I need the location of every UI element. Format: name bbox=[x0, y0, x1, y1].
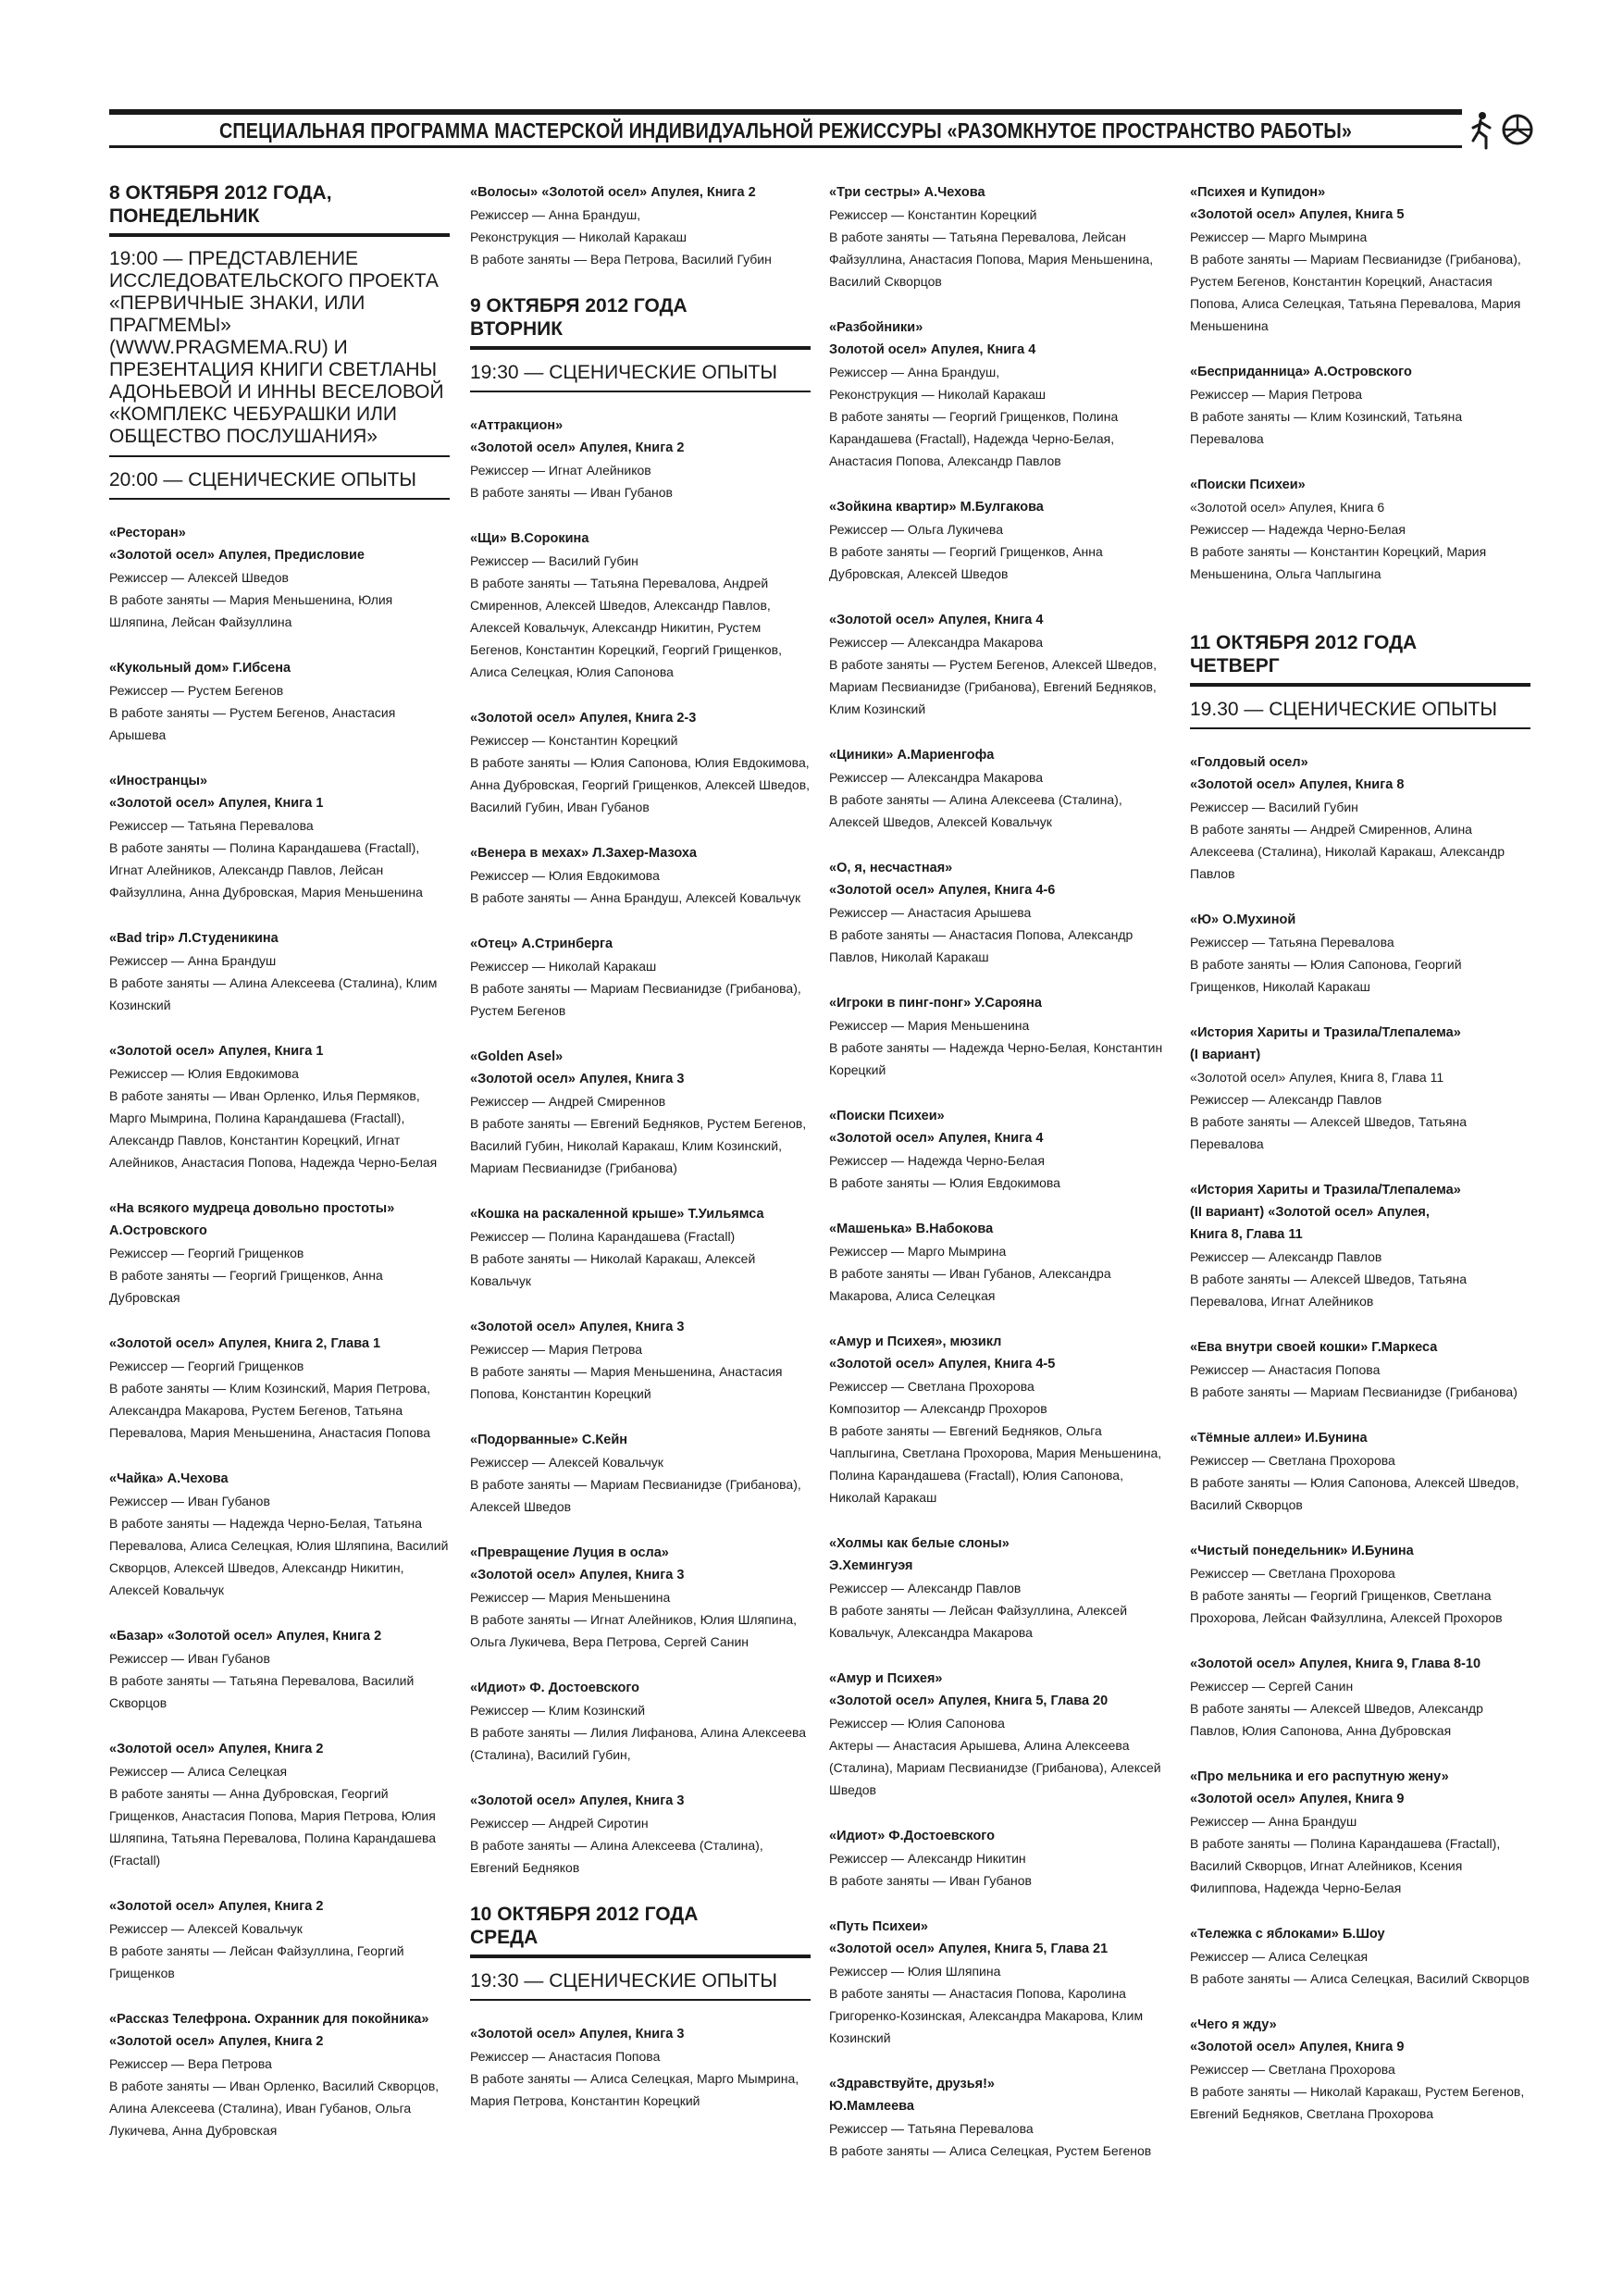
event-director: Режиссер — Светлана Прохорова bbox=[1190, 1566, 1395, 1581]
event-director: Режиссер — Юлия Евдокимова bbox=[470, 868, 660, 883]
event-cast: В работе заняты — Евгений Бедняков, Ольга Чаплыгина, Светлана Прохорова, Мария Меньшенина, Полина Карандашева (Fractall), Юлия Сапонова, Николай Каракаш bbox=[829, 1423, 1162, 1505]
event-list-oct9-pre bbox=[470, 181, 811, 270]
event-entry bbox=[1190, 361, 1530, 450]
event-entry bbox=[1190, 1766, 1530, 1899]
event-cast: В работе заняты — Татьяна Перевалова, Лейсан Файзуллина, Анастасия Попова, Мария Меньшенина, Василий Скворцов bbox=[829, 230, 1154, 289]
event-list-oct10 bbox=[470, 2023, 811, 2112]
event-director: Режиссер — Александр Павлов bbox=[1190, 1092, 1382, 1107]
event-title: «Путь Психеи» «Золотой осел» Апулея, Книга 5, Глава 21 bbox=[829, 1919, 1109, 1956]
event-title: «Аттракцион» «Золотой осел» Апулея, Книга 2 bbox=[470, 418, 685, 455]
event-title: «Золотой осел» Апулея, Книга 1 bbox=[109, 1044, 324, 1059]
event-entry bbox=[470, 1790, 811, 1879]
event-entry bbox=[470, 1429, 811, 1518]
event-title: «Поиски Психеи» «Золотой осел» Апулея, Книга 4 bbox=[829, 1109, 1044, 1146]
event-title: «Идиот» Ф. Достоевского bbox=[470, 1681, 640, 1695]
event-cast: В работе заняты — Юлия Сапонова, Алексей Шведов, Василий Скворцов bbox=[1190, 1475, 1519, 1512]
event-title: «Волосы» «Золотой осел» Апулея, Книга 2 bbox=[470, 185, 756, 200]
event-director: Режиссер — Алексей Шведов bbox=[109, 570, 289, 585]
event-entry bbox=[109, 1625, 450, 1714]
event-entry bbox=[829, 1105, 1170, 1194]
header-top-rule bbox=[109, 109, 1462, 115]
event-entry bbox=[829, 609, 1170, 720]
event-title: «Игроки в пинг-понг» У.Сарояна bbox=[829, 996, 1042, 1011]
event-cast: В работе заняты — Мариам Песвианидзе (Грибанова), Рустем Бегенов, Константин Корецкий, Анастасия Попова, Алиса Селецкая, Татьяна Перевалова, Мария Меньшенина bbox=[1190, 252, 1521, 333]
session-time-oct10: 19:30 — СЦЕНИЧЕСКИЕ ОПЫТЫ bbox=[470, 1969, 811, 2001]
event-director: Режиссер — Светлана Прохорова bbox=[1190, 2062, 1395, 2077]
column-1 bbox=[109, 181, 450, 2166]
event-cast: В работе заняты — Анастасия Попова, Каролина Григоренко-Козинская, Александра Макарова, Клим Козинский bbox=[829, 1986, 1144, 2045]
event-director: Режиссер — Александр Павлов bbox=[1190, 1249, 1382, 1264]
day-date: 11 ОКТЯБРЯ 2012 ГОДА ЧЕТВЕРГ bbox=[1190, 632, 1418, 676]
event-director: Режиссер — Надежда Черно-Белая bbox=[829, 1153, 1045, 1168]
session-time-oct8: 20:00 — СЦЕНИЧЕСКИЕ ОПЫТЫ bbox=[109, 468, 450, 500]
event-cast: В работе заняты — Татьяна Перевалова, Василий Скворцов bbox=[109, 1673, 415, 1710]
event-entry bbox=[829, 1533, 1170, 1644]
event-title: «Рассказ Телефрона. Охранник для покойника» «Золотой осел» Апулея, Книга 2 bbox=[109, 2012, 429, 2049]
event-entry bbox=[1190, 474, 1530, 585]
event-title: «Ева внутри своей кошки» Г.Маркеса bbox=[1190, 1340, 1438, 1355]
event-cast: В работе заняты — Мариам Песвианидзе (Грибанова), Рустем Бегенов bbox=[470, 981, 801, 1018]
day-heading-oct11 bbox=[1190, 631, 1530, 687]
event-director: Режиссер — Анна Брандуш, bbox=[829, 365, 1000, 379]
event-cast: В работе заняты — Константин Корецкий, Мария Меньшенина, Ольга Чаплыгина bbox=[1190, 544, 1487, 581]
event-director: Режиссер — Анастасия Попова bbox=[470, 2049, 661, 2064]
event-director: Режиссер — Мария Меньшенина bbox=[470, 1590, 671, 1605]
event-director: Режиссер — Марго Мымрина bbox=[829, 1244, 1007, 1259]
event-entry bbox=[829, 857, 1170, 968]
program-title: СПЕЦИАЛЬНАЯ ПРОГРАММА МАСТЕРСКОЙ ИНДИВИДУАЛЬНОЙ РЕЖИССУРЫ «РАЗОМКНУТОЕ ПРОСТРАНСТВО РАБОТЫ» bbox=[218, 118, 1353, 143]
event-title: «Тележка с яблоками» Б.Шоу bbox=[1190, 1927, 1385, 1942]
event-cast: В работе заняты — Алина Алексеева (Сталина), Евгений Бедняков bbox=[470, 1838, 763, 1875]
event-director: Режиссер — Александра Макарова bbox=[829, 635, 1044, 650]
event-cast: В работе заняты — Полина Карандашева (Fractall), Василий Скворцов, Игнат Алейников, Ксения Филиппова, Надежда Черно-Белая bbox=[1190, 1836, 1501, 1895]
event-entry bbox=[470, 1677, 811, 1766]
event-title: «Подорванные» С.Кейн bbox=[470, 1433, 627, 1447]
event-title: «Золотой осел» Апулея, Книга 2, Глава 1 bbox=[109, 1336, 381, 1351]
event-entry bbox=[829, 496, 1170, 585]
event-director: Режиссер — Игнат Алейников bbox=[470, 463, 651, 478]
event-director: Режиссер — Сергей Санин bbox=[1190, 1679, 1354, 1694]
event-entry bbox=[470, 181, 811, 270]
event-cast: В работе заняты — Иван Губанов bbox=[470, 485, 673, 500]
event-director: Режиссер — Анастасия Арышева bbox=[829, 905, 1032, 920]
event-director: Режиссер — Василий Губин bbox=[470, 553, 638, 568]
event-cast: В работе заняты — Андрей Смиреннов, Алина Алексеева (Сталина), Николай Каракаш, Александр Павлов bbox=[1190, 822, 1505, 881]
event-director: Режиссер — Татьяна Перевалова bbox=[1190, 935, 1394, 949]
event-cast: В работе заняты — Лейсан Файзуллина, Георгий Грищенков bbox=[109, 1943, 404, 1980]
event-list-oct10-cont bbox=[829, 181, 1170, 2162]
event-entry bbox=[109, 1040, 450, 1173]
event-cast: В работе заняты — Георгий Грищенков, Светлана Прохорова, Лейсан Файзуллина, Алексей Прохоров bbox=[1190, 1588, 1503, 1625]
event-director: Режиссер — Александра Макарова bbox=[829, 770, 1044, 785]
event-director: Режиссер — Алексей Ковальчук bbox=[109, 1921, 303, 1936]
event-title: «Щи» В.Сорокина bbox=[470, 531, 589, 546]
event-director: Режиссер — Юлия Сапонова bbox=[829, 1716, 1005, 1731]
event-title: «История Хариты и Тразила/Тлепалема» (I вариант) bbox=[1190, 1025, 1461, 1062]
event-source: «Золотой осел» Апулея, Книга 8, Глава 11 bbox=[1190, 1070, 1444, 1085]
event-cast: В работе заняты — Алиса Селецкая, Рустем Бегенов bbox=[829, 2143, 1152, 2158]
event-entry bbox=[470, 1046, 811, 1179]
event-cast: В работе заняты — Иван Орленко, Василий Скворцов, Алина Алексеева (Сталина), Иван Губанов, Ольга Лукичева, Анна Дубровская bbox=[109, 2079, 440, 2138]
event-director: Режиссер — Василий Губин bbox=[1190, 800, 1358, 814]
event-title: «Машенька» В.Набокова bbox=[829, 1222, 994, 1236]
event-title: «Венера в мехах» Л.Захер-Мазоха bbox=[470, 846, 697, 861]
event-title: «Чего я жду» «Золотой осел» Апулея, Книга 9 bbox=[1190, 2017, 1405, 2054]
event-cast: В работе заняты — Надежда Черно-Белая, Константин Корецкий bbox=[829, 1040, 1163, 1077]
event-entry bbox=[470, 415, 811, 503]
day-heading-oct10 bbox=[470, 1903, 811, 1958]
event-cast: В работе заняты — Евгений Бедняков, Рустем Бегенов, Василий Губин, Николай Каракаш, Клим Козинский, Мариам Песвианидзе (Грибанова) bbox=[470, 1116, 807, 1175]
event-director: Режиссер — Марго Мымрина bbox=[1190, 230, 1368, 244]
event-entry bbox=[109, 657, 450, 746]
session-time-oct9: 19:30 — СЦЕНИЧЕСКИЕ ОПЫТЫ bbox=[470, 361, 811, 392]
event-cast: В работе заняты — Николай Каракаш, Рустем Бегенов, Евгений Бедняков, Светлана Прохорова bbox=[1190, 2084, 1525, 2121]
event-title: «Амур и Психея» «Золотой осел» Апулея, Книга 5, Глава 20 bbox=[829, 1671, 1109, 1708]
session-time-oct11: 19.30 — СЦЕНИЧЕСКИЕ ОПЫТЫ bbox=[1190, 698, 1530, 729]
event-director: Режиссер — Татьяна Перевалова bbox=[829, 2121, 1034, 2136]
event-title: «Бесприданница» А.Островского bbox=[1190, 365, 1412, 379]
event-cast: В работе заняты — Алина Алексеева (Сталина), Алексей Шведов, Алексей Ковальчук bbox=[829, 792, 1122, 829]
event-director: Режиссер — Клим Козинский bbox=[470, 1703, 646, 1718]
event-entry bbox=[829, 1825, 1170, 1892]
event-title: «Разбойники» Золотой осел» Апулея, Книга 4 bbox=[829, 320, 1036, 357]
event-title: «Голдовый осел» «Золотой осел» Апулея, Книга 8 bbox=[1190, 755, 1405, 792]
event-entry bbox=[109, 927, 450, 1016]
event-cast: Реконструкция — Николай Каракаш bbox=[829, 387, 1046, 402]
event-cast: В работе заняты — Георгий Грищенков, Полина Карандашева (Fractall), Надежда Черно-Белая, Анастасия Попова, Александр Павлов bbox=[829, 409, 1119, 468]
event-title: «Циники» А.Мариенгофа bbox=[829, 748, 995, 763]
event-cast: В работе заняты — Анастасия Попова, Александр Павлов, Николай Каракаш bbox=[829, 927, 1134, 964]
event-director: Режиссер — Константин Корецкий bbox=[829, 207, 1037, 222]
event-title: «Отец» А.Стринберга bbox=[470, 937, 613, 951]
event-director: Режиссер — Анна Брандуш bbox=[109, 953, 277, 968]
event-entry bbox=[470, 1203, 811, 1292]
event-entry bbox=[829, 181, 1170, 292]
event-director: Режиссер — Светлана Прохорова bbox=[1190, 1453, 1395, 1468]
event-entry bbox=[1190, 1427, 1530, 1516]
event-entry bbox=[109, 1468, 450, 1601]
event-cast: В работе заняты — Алиса Селецкая, Марго Мымрина, Мария Петрова, Константин Корецкий bbox=[470, 2071, 799, 2108]
event-cast: В работе заняты — Надежда Черно-Белая, Татьяна Перевалова, Алиса Селецкая, Юлия Шляпина, Василий Скворцов, Алексей Шведов, Александр Никитин, Алексей Ковальчук bbox=[109, 1516, 449, 1597]
event-title: «Базар» «Золотой осел» Апулея, Книга 2 bbox=[109, 1629, 382, 1644]
event-cast: В работе заняты — Вера Петрова, Василий Губин bbox=[470, 252, 772, 267]
event-title: «Ресторан» «Золотой осел» Апулея, Предисловие bbox=[109, 526, 365, 563]
event-cast: В работе заняты — Мариам Песвианидзе (Грибанова) bbox=[1190, 1384, 1518, 1399]
event-title: «Тёмные аллеи» И.Бунина bbox=[1190, 1431, 1368, 1446]
event-title: «Зойкина квартир» М.Булгакова bbox=[829, 500, 1044, 515]
event-title: «Золотой осел» Апулея, Книга 2 bbox=[109, 1899, 324, 1914]
event-title: «Холмы как белые слоны» Э.Хемингуэя bbox=[829, 1536, 1010, 1573]
event-cast: В работе заняты — Георгий Грищенков, Анна Дубровская bbox=[109, 1268, 383, 1305]
event-title: «Золотой осел» Апулея, Книга 4 bbox=[829, 613, 1044, 627]
event-cast: В работе заняты — Юлия Сапонова, Георгий Грищенков, Николай Каракаш bbox=[1190, 957, 1462, 994]
event-entry bbox=[829, 1668, 1170, 1801]
event-list-oct8 bbox=[109, 522, 450, 2141]
event-entry bbox=[829, 1331, 1170, 1508]
event-entry bbox=[109, 522, 450, 633]
event-title: «Превращение Луция в осла» «Золотой осел» Апулея, Книга 3 bbox=[470, 1545, 685, 1582]
event-entry bbox=[1190, 1540, 1530, 1629]
header-bottom-rule bbox=[109, 145, 1462, 148]
event-entry bbox=[829, 1218, 1170, 1307]
event-entry bbox=[1190, 2014, 1530, 2125]
event-director: Режиссер — Алиса Селецкая bbox=[1190, 1949, 1369, 1964]
day-date: 9 ОКТЯБРЯ 2012 ГОДА ВТОРНИК bbox=[470, 295, 688, 340]
event-cast: В работе заняты — Клим Козинский, Татьяна Перевалова bbox=[1190, 409, 1463, 446]
event-title: «Золотой осел» Апулея, Книга 3 bbox=[470, 2027, 685, 2042]
event-source: «Золотой осел» Апулея, Книга 6 bbox=[1190, 500, 1385, 515]
event-cast: В работе заняты — Иван Губанов bbox=[829, 1873, 1032, 1888]
event-director: Режиссер — Александр Никитин bbox=[829, 1851, 1026, 1866]
event-director: Режиссер — Полина Карандашева (Fractall) bbox=[470, 1229, 736, 1244]
event-director: Режиссер — Вера Петрова bbox=[109, 2056, 272, 2071]
event-entry bbox=[829, 1916, 1170, 2049]
event-list-oct10-col4 bbox=[1190, 181, 1530, 585]
event-cast: В работе заняты — Полина Карандашева (Fractall), Игнат Алейников, Александр Павлов, Лейсан Файзуллина, Анна Дубровская, Мария Меньшенина bbox=[109, 840, 423, 900]
event-title: «История Хариты и Тразила/Тлепалема» (II вариант) «Золотой осел» Апулея, Книга 8, Глава 11 bbox=[1190, 1183, 1461, 1242]
event-title: «Про мельника и его распутную жену» «Золотой осел» Апулея, Книга 9 bbox=[1190, 1769, 1449, 1806]
event-title: «Здравствуйте, друзья!» Ю.Мамлеева bbox=[829, 2077, 995, 2114]
event-cast: В работе заняты — Николай Каракаш, Алексей Ковальчук bbox=[470, 1251, 756, 1288]
day-heading-oct9 bbox=[470, 294, 811, 350]
event-director: Режиссер — Андрей Сиротин bbox=[470, 1816, 649, 1831]
event-entry bbox=[470, 527, 811, 683]
event-cast: В работе заняты — Иван Губанов, Александра Макарова, Алиса Селецкая bbox=[829, 1266, 1111, 1303]
event-cast: В работе заняты — Мария Меньшенина, Юлия Шляпина, Лейсан Файзуллина bbox=[109, 592, 393, 629]
event-entry bbox=[109, 2008, 450, 2141]
day-date: 10 ОКТЯБРЯ 2012 ГОДА СРЕДА bbox=[470, 1904, 699, 1948]
event-cast: В работе заняты — Юлия Сапонова, Юлия Евдокимова, Анна Дубровская, Георгий Грищенков, Алексей Шведов, Василий Губин, Иван Губанов bbox=[470, 755, 811, 814]
event-director: Режиссер — Анна Брандуш bbox=[1190, 1814, 1357, 1829]
day-heading-oct8 bbox=[109, 181, 450, 237]
event-director: Режиссер — Ольга Лукичева bbox=[829, 522, 1003, 537]
event-director: Режиссер — Рустем Бегенов bbox=[109, 683, 284, 698]
event-entry bbox=[1190, 1923, 1530, 1990]
event-title: «Кошка на раскаленной крыше» Т.Уильямса bbox=[470, 1207, 764, 1222]
event-title: «Золотой осел» Апулея, Книга 2 bbox=[109, 1742, 324, 1756]
event-director: Режиссер — Иван Губанов bbox=[109, 1651, 270, 1666]
event-entry bbox=[470, 707, 811, 818]
event-director: Режиссер — Мария Петрова bbox=[470, 1342, 643, 1357]
event-cast: В работе заняты — Лейсан Файзуллина, Алексей Ковальчук, Александра Макарова bbox=[829, 1603, 1128, 1640]
event-cast: В работе заняты — Анна Брандуш, Алексей Ковальчук bbox=[470, 890, 801, 905]
event-cast: Реконструкция — Николай Каракаш bbox=[470, 230, 687, 244]
event-entry bbox=[1190, 1336, 1530, 1403]
event-title: «Чистый понедельник» И.Бунина bbox=[1190, 1544, 1414, 1558]
page-header bbox=[109, 109, 1534, 150]
day-date: 8 ОКТЯБРЯ 2012 ГОДА, ПОНЕДЕЛЬНИК bbox=[109, 182, 332, 227]
event-entry bbox=[1190, 181, 1530, 337]
event-cast: В работе заняты — Рустем Бегенов, Анастасия Арышева bbox=[109, 705, 396, 742]
event-entry bbox=[1190, 1022, 1530, 1155]
event-director: Режиссер — Светлана Прохорова bbox=[829, 1379, 1035, 1394]
event-entry bbox=[109, 1198, 450, 1309]
event-list-oct9 bbox=[470, 415, 811, 1879]
event-cast: В работе заняты — Юлия Евдокимова bbox=[829, 1175, 1060, 1190]
event-cast: В работе заняты — Георгий Грищенков, Анна Дубровская, Алексей Шведов bbox=[829, 544, 1103, 581]
event-entry bbox=[470, 842, 811, 909]
event-entry bbox=[829, 744, 1170, 833]
event-cast: В работе заняты — Анна Дубровская, Георгий Грищенков, Анастасия Попова, Мария Петрова, Юлия Шляпина, Татьяна Перевалова, Полина Карандашева (Fractall) bbox=[109, 1786, 437, 1868]
event-cast: В работе заняты — Мариам Песвианидзе (Грибанова), Алексей Шведов bbox=[470, 1477, 801, 1514]
event-cast: В работе заняты — Алиса Селецкая, Василий Скворцов bbox=[1190, 1971, 1530, 1986]
event-director: Режиссер — Иван Губанов bbox=[109, 1494, 270, 1508]
event-title: «Кукольный дом» Г.Ибсена bbox=[109, 661, 291, 676]
event-entry bbox=[1190, 751, 1530, 885]
event-title: «Золотой осел» Апулея, Книга 3 bbox=[470, 1793, 685, 1808]
event-director: Режиссер — Николай Каракаш bbox=[470, 959, 657, 974]
event-title: «Три сестры» А.Чехова bbox=[829, 185, 985, 200]
event-cast: В работе заняты — Игнат Алейников, Юлия Шляпина, Ольга Лукичева, Вера Петрова, Сергей Санин bbox=[470, 1612, 797, 1649]
event-title: «На всякого мудреца довольно простоты» А.Островского bbox=[109, 1201, 395, 1238]
event-entry bbox=[829, 316, 1170, 472]
event-director: Режиссер — Георгий Грищенков bbox=[109, 1359, 304, 1373]
event-director: Режиссер — Андрей Смиреннов bbox=[470, 1094, 666, 1109]
column-2 bbox=[470, 181, 811, 2136]
event-title: «Золотой осел» Апулея, Книга 3 bbox=[470, 1320, 685, 1334]
event-entry bbox=[470, 1316, 811, 1405]
event-entry bbox=[109, 1333, 450, 1444]
event-title: «Ю» О.Мухиной bbox=[1190, 912, 1296, 927]
event-cast: В работе заняты — Алина Алексеева (Сталина), Клим Козинский bbox=[109, 975, 438, 1012]
intro-presentation: 19:00 — ПРЕДСТАВЛЕНИЕ ИССЛЕДОВАТЕЛЬСКОГО ПРОЕКТА «ПЕРВИЧНЫЕ ЗНАКИ, ИЛИ ПРАГМЕМЫ» (WWW.PRAGMEMA.RU) И ПРЕЗЕНТАЦИЯ КНИГИ СВЕТЛАНЫ АДОНЬЕВОЙ И ИННЫ ВЕСЕЛОВОЙ «КОМПЛЕКС ЧЕБУРАШКИ ИЛИ ОБЩЕСТВО ПОСЛУШАНИЯ» bbox=[109, 248, 450, 457]
event-director: Режиссер — Георгий Грищенков bbox=[109, 1246, 304, 1260]
event-director: Режиссер — Константин Корецкий bbox=[470, 733, 678, 748]
event-title: «Чайка» А.Чехова bbox=[109, 1471, 229, 1486]
event-director: Режиссер — Юлия Евдокимова bbox=[109, 1066, 299, 1081]
event-cast: В работе заняты — Алексей Шведов, Татьяна Перевалова, Игнат Алейников bbox=[1190, 1272, 1468, 1309]
event-director: Режиссер — Мария Петрова bbox=[1190, 387, 1363, 402]
event-director: Режиссер — Юлия Шляпина bbox=[829, 1964, 1001, 1979]
event-cast: В работе заняты — Рустем Бегенов, Алексей Шведов, Мариам Песвианидзе (Грибанова), Евгений Бедняков, Клим Козинский bbox=[829, 657, 1157, 716]
event-cast: В работе заняты — Иван Орленко, Илья Пермяков, Марго Мымрина, Полина Карандашева (Fractall), Александр Павлов, Константин Корецкий, Игнат Алейников, Анастасия Попова, Надежда Черно-Белая bbox=[109, 1088, 438, 1170]
event-entry bbox=[109, 1738, 450, 1871]
event-entry bbox=[470, 933, 811, 1022]
event-entry bbox=[1190, 1653, 1530, 1742]
event-director: Режиссер — Александр Павлов bbox=[829, 1581, 1022, 1595]
column-4 bbox=[1190, 181, 1530, 2149]
event-cast: В работе заняты — Клим Козинский, Мария Петрова, Александра Макарова, Рустем Бегенов, Татьяна Перевалова, Мария Меньшенина, Анастасия Попова bbox=[109, 1381, 431, 1440]
event-director: Режиссер — Алексей Ковальчук bbox=[470, 1455, 663, 1470]
event-list-oct11 bbox=[1190, 751, 1530, 2125]
event-cast: Актеры — Анастасия Арышева, Алина Алексеева (Сталина), Мариам Песвианидзе (Грибанова), Алексей Шведов bbox=[829, 1738, 1161, 1797]
event-title: «Психея и Купидон» «Золотой осел» Апулея, Книга 5 bbox=[1190, 185, 1405, 222]
event-director: Режиссер — Татьяна Перевалова bbox=[109, 818, 314, 833]
event-entry bbox=[470, 2023, 811, 2112]
event-entry bbox=[829, 992, 1170, 1081]
event-cast: Композитор — Александр Прохоров bbox=[829, 1401, 1047, 1416]
event-director: Режиссер — Анастасия Попова bbox=[1190, 1362, 1381, 1377]
event-entry bbox=[829, 2073, 1170, 2162]
event-title: «О, я, несчастная» «Золотой осел» Апулея, Книга 4-6 bbox=[829, 861, 1056, 898]
event-director: Режиссер — Алиса Селецкая bbox=[109, 1764, 288, 1779]
event-entry bbox=[109, 1895, 450, 1984]
event-director: Режиссер — Надежда Черно-Белая bbox=[1190, 522, 1406, 537]
event-title: «Амур и Психея», мюзикл «Золотой осел» Апулея, Книга 4-5 bbox=[829, 1334, 1056, 1371]
event-cast: В работе заняты — Алексей Шведов, Александр Павлов, Юлия Сапонова, Анна Дубровская bbox=[1190, 1701, 1483, 1738]
event-cast: В работе заняты — Татьяна Перевалова, Андрей Смиреннов, Алексей Шведов, Александр Павлов, Алексей Ковальчук, Александр Никитин, Рустем Бегенов, Константин Корецкий, Георгий Грищенков, Алиса Селецкая, Юлия Сапонова bbox=[470, 576, 782, 679]
event-director: Режиссер — Мария Меньшенина bbox=[829, 1018, 1030, 1033]
event-title: «Золотой осел» Апулея, Книга 2-3 bbox=[470, 711, 697, 726]
event-cast: В работе заняты — Лилия Лифанова, Алина Алексеева (Сталина), Василий Губин, bbox=[470, 1725, 807, 1762]
event-cast: В работе заняты — Алексей Шведов, Татьяна Перевалова bbox=[1190, 1114, 1468, 1151]
event-title: «Золотой осел» Апулея, Книга 9, Глава 8-10 bbox=[1190, 1657, 1481, 1671]
event-entry bbox=[470, 1542, 811, 1653]
column-3 bbox=[829, 181, 1170, 2186]
event-director: Режиссер — Анна Брандуш, bbox=[470, 207, 641, 222]
event-title: «Golden Asel» «Золотой осел» Апулея, Книга 3 bbox=[470, 1049, 685, 1086]
event-entry bbox=[109, 770, 450, 903]
event-title: «Bad trip» Л.Студеникина bbox=[109, 931, 279, 946]
event-title: «Идиот» Ф.Достоевского bbox=[829, 1829, 996, 1843]
event-cast: В работе заняты — Мария Меньшенина, Анастасия Попова, Константин Корецкий bbox=[470, 1364, 783, 1401]
runner-and-circle-logo-icon bbox=[1469, 109, 1534, 152]
event-title: «Иностранцы» «Золотой осел» Апулея, Книга 1 bbox=[109, 774, 324, 811]
event-entry bbox=[1190, 1179, 1530, 1312]
event-entry bbox=[1190, 909, 1530, 998]
event-title: «Поиски Психеи» bbox=[1190, 478, 1306, 492]
